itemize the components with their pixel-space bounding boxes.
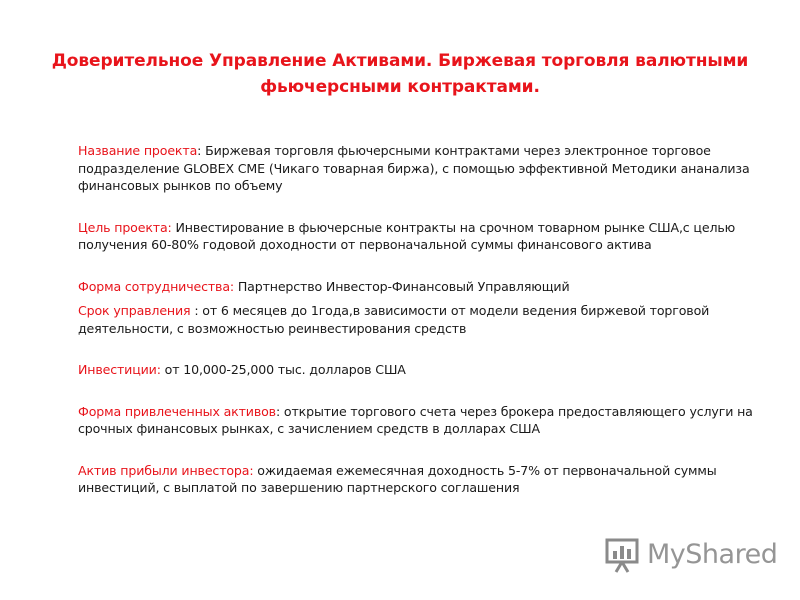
- logo-text: MyShared: [647, 538, 778, 570]
- slide-body: [78, 142, 758, 497]
- investments-text: от 10,000-25,000 тыс. долларов США: [160, 362, 406, 377]
- spacer: [78, 438, 758, 462]
- slide-title: Доверительное Управление Активами. Биржевая торговля валютными фьючерсными контрактами.: [51, 51, 749, 97]
- attracted-assets-label: Форма привлеченных активов: [78, 403, 276, 419]
- management-term-colon: :: [190, 303, 199, 318]
- spacer: [78, 337, 758, 361]
- attracted-assets-text: открытие торгового счета через брокера предоставляющего услуги на срочных финансовых рынках, с зачислением средств в долларах США: [78, 403, 753, 436]
- investor-profit-text: ожидаемая ежемесячная доходность 5-7% от первоначальной суммы инвестиций, с выплатой по завершению партнерского соглашения: [78, 462, 717, 495]
- spacer: [78, 379, 758, 403]
- spacer: [78, 195, 758, 219]
- project-name-colon: :: [197, 143, 202, 158]
- project-name-paragraph: [78, 142, 758, 195]
- investments-label: Инвестиции:: [78, 362, 161, 377]
- investor-profit-label: Актив прибыли инвестора:: [78, 462, 254, 478]
- project-goal-text: Инвестирование в фьючерсные контракты на срочном товарном рынке США,с целью получения 60-80% годовой доходности от первоначальной суммы финансового актива: [78, 219, 736, 252]
- project-name-text: Биржевая торговля фьючерсными контрактами через электронное торговое подразделение GLOBEX CME (Чикаго товарная биржа), с помощью эффективной Методики ананализа финансовых рынков по объему: [78, 143, 750, 193]
- presentation-board-icon: [604, 534, 644, 574]
- investments-paragraph: [78, 361, 758, 379]
- cooperation-form-text: Партнерство Инвестор-Финансовый Управляющий: [233, 278, 570, 294]
- attracted-assets-paragraph: [78, 403, 758, 438]
- management-term-paragraph: [78, 302, 758, 337]
- investor-profit-paragraph: [78, 462, 758, 497]
- cooperation-form-label: Форма сотрудничества:: [78, 278, 234, 294]
- cooperation-form-paragraph: [78, 278, 758, 296]
- myshared-logo[interactable]: [604, 534, 777, 574]
- project-goal-paragraph: [78, 219, 758, 254]
- spacer: [78, 254, 758, 278]
- project-name-label: Название проекта: [78, 143, 198, 158]
- attracted-assets-colon: :: [275, 403, 281, 419]
- management-term-text: от 6 месяцев до 1года,в зависимости от модели ведения биржевой торговой деятельности, с возможностью реинвестирования средств: [78, 303, 710, 336]
- spacer: [78, 295, 758, 302]
- project-goal-label: Цель проекта:: [78, 219, 172, 235]
- management-term-label: Срок управления: [78, 303, 191, 318]
